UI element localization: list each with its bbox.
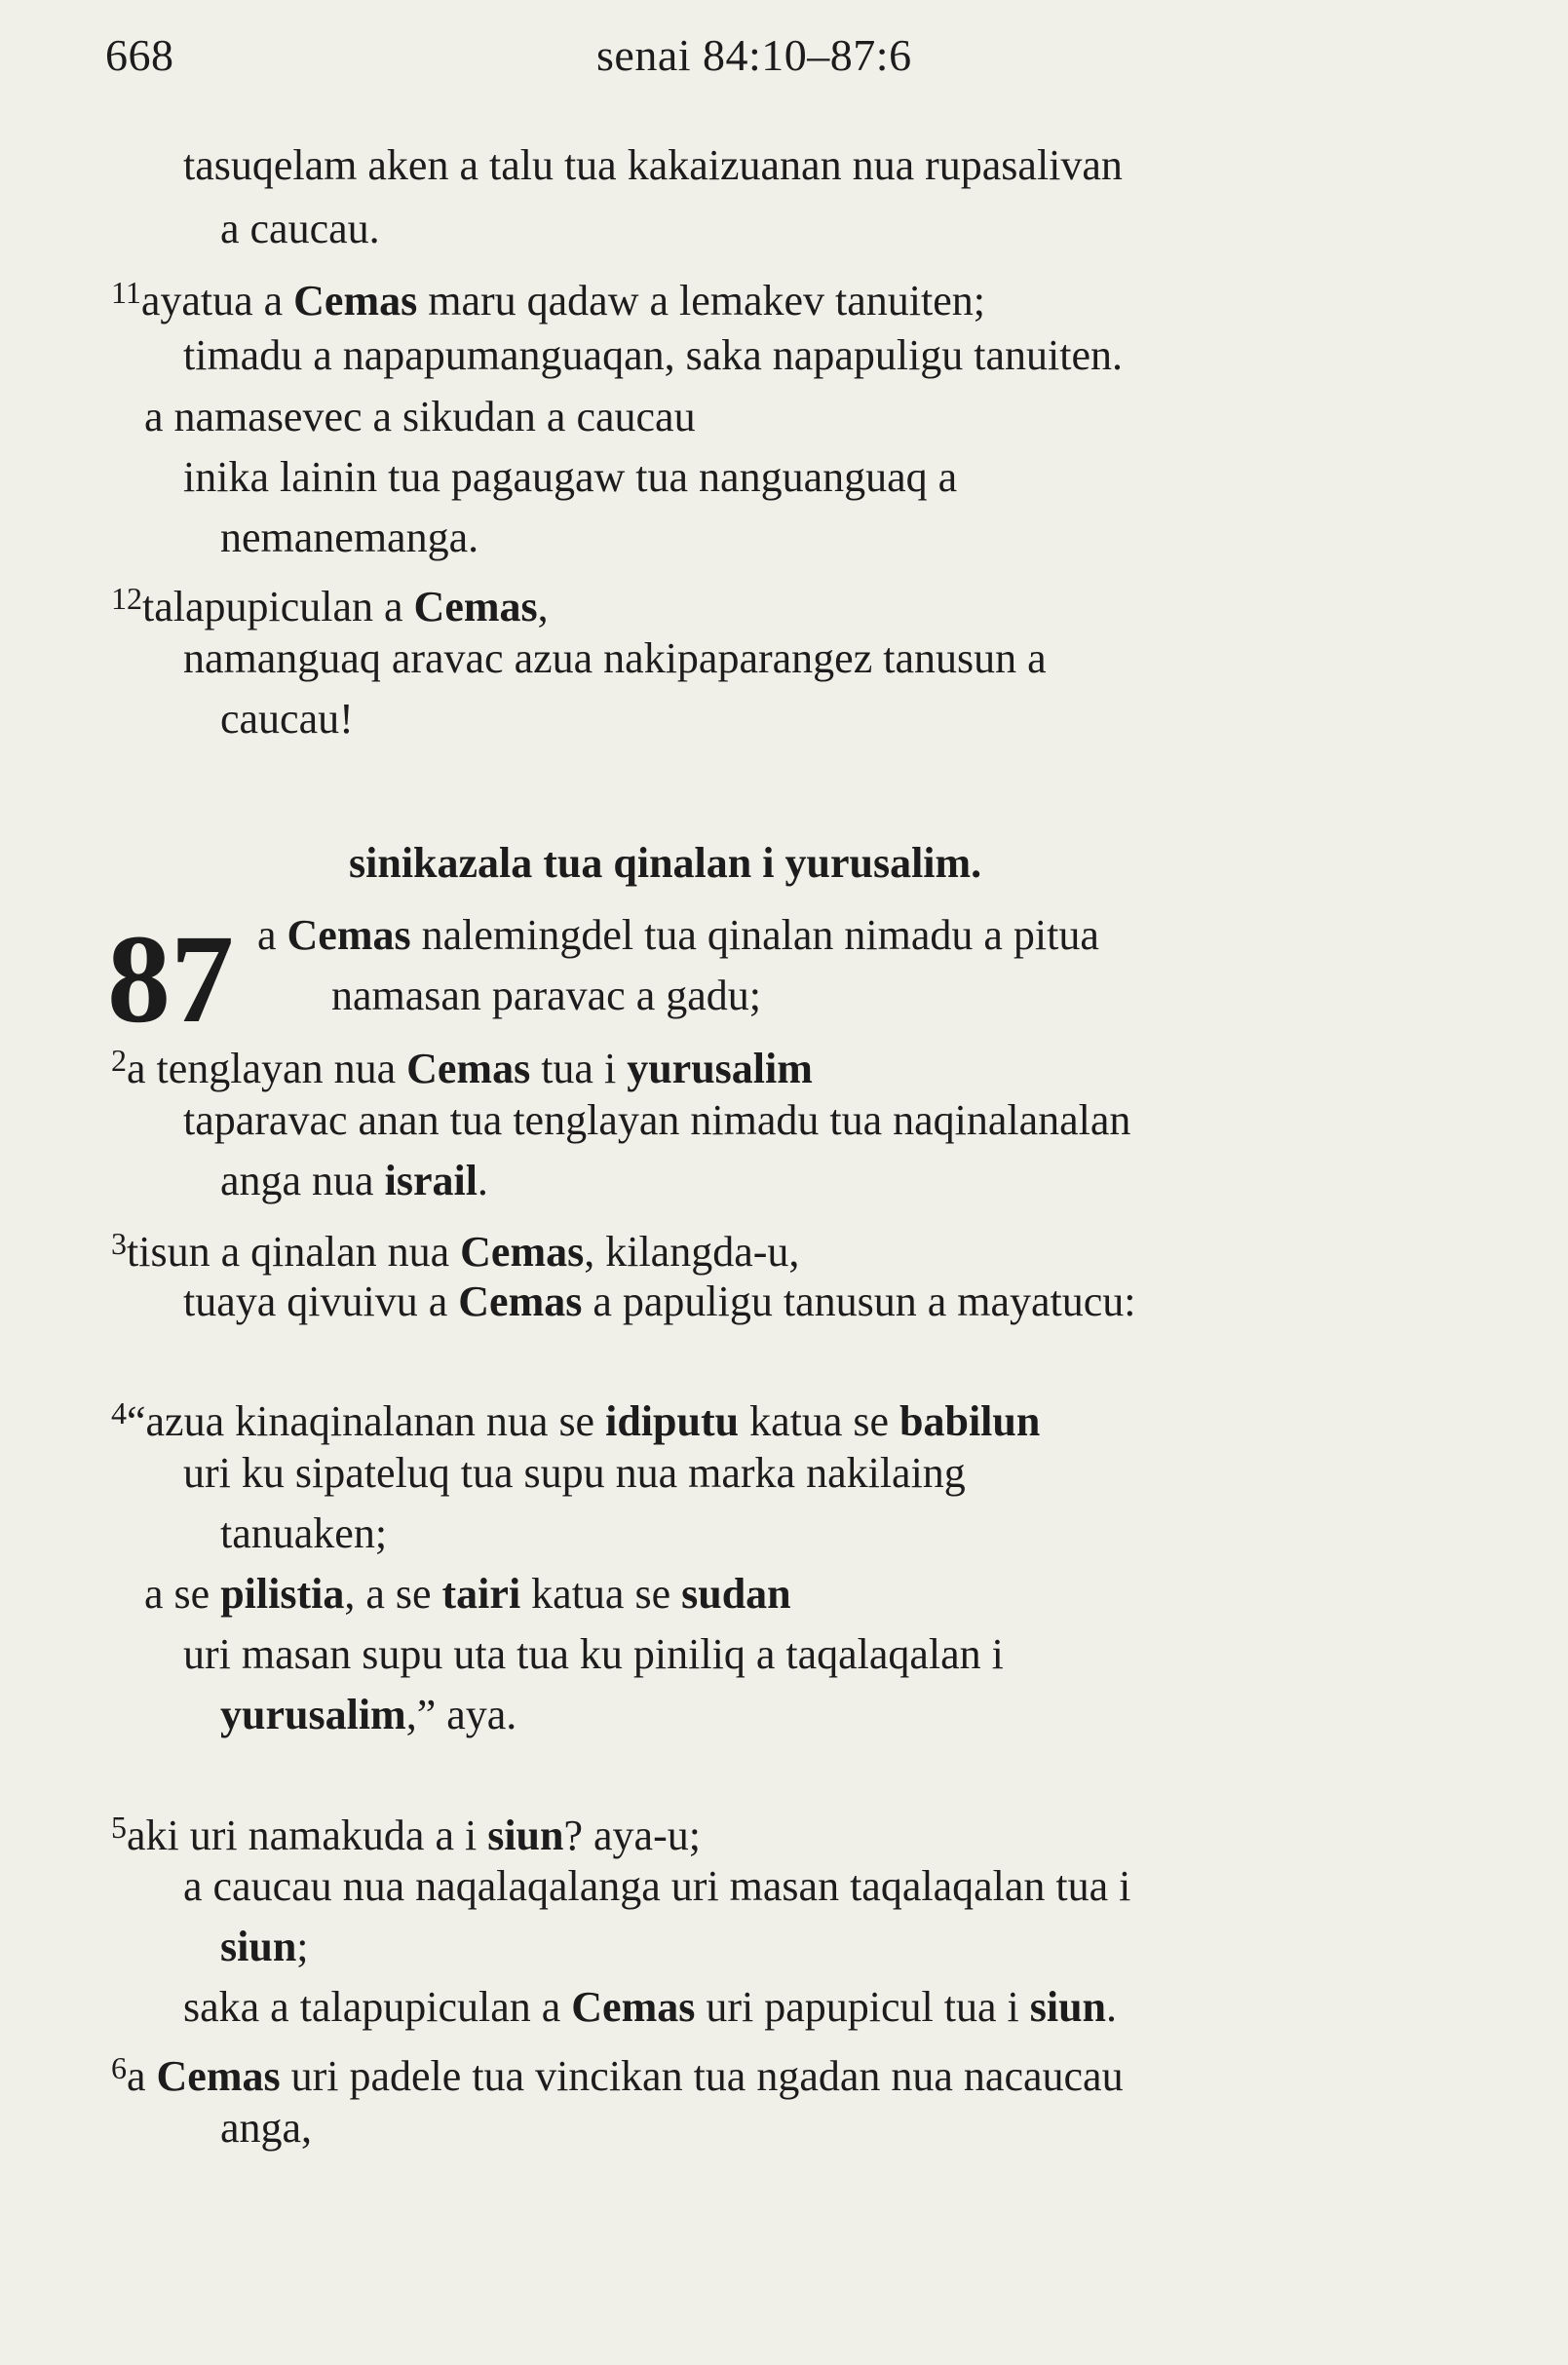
verse-number: 2	[111, 1043, 127, 1078]
bold-term: Cemas	[293, 277, 418, 324]
running-reference: senai 84:10–87:6	[596, 30, 912, 80]
bold-term: Cemas	[156, 2052, 281, 2100]
bold-term: Cemas	[460, 1228, 585, 1276]
bold-term: Cemas	[413, 583, 538, 630]
verse-number: 5	[111, 1810, 127, 1845]
bold-term: israil	[384, 1157, 478, 1204]
text-line: a caucau nua naqalaqalanga uri masan taqalaqalan tua i	[183, 1862, 1131, 1910]
verse-line: $^{11}$ayatua a Cemas maru qadaw a lemakev tanuiten;	[111, 275, 986, 324]
bold-term: Cemas	[287, 911, 411, 959]
verse-number: 6	[111, 2050, 127, 2085]
verse-number: 4	[111, 1395, 127, 1430]
text-line: a namasevec a sikudan a caucau	[144, 393, 696, 440]
bold-term: siun	[487, 1812, 564, 1859]
bold-term: babilun	[899, 1397, 1041, 1445]
bold-term: yurusalim	[220, 1691, 406, 1738]
text-line: nemanemanga.	[220, 514, 479, 561]
bold-term: siun	[220, 1923, 297, 1970]
text-line: timadu a napapumanguaqan, saka napapuligu tanuiten.	[183, 331, 1124, 379]
bold-term: siun	[1029, 1983, 1107, 2031]
text-line: tuaya qivuivu a Cemas a papuligu tanusun a mayatucu:	[183, 1278, 1136, 1325]
bold-term: yurusalim	[627, 1045, 813, 1092]
text-line: siun;	[220, 1923, 309, 1970]
chapter-number: 87	[107, 909, 234, 1049]
text-line: tanuaken;	[220, 1509, 388, 1557]
verse-number: 3	[111, 1226, 127, 1261]
text-line: taparavac anan tua tenglayan nimadu tua naqinalanalan	[183, 1096, 1131, 1144]
text-line: a Cemas nalemingdel tua qinalan nimadu a pitua	[257, 911, 1099, 959]
text-line: anga,	[220, 2104, 313, 2152]
section-title: sinikazala tua qinalan i yurusalim.	[349, 839, 982, 887]
verse-number: 11	[111, 275, 141, 310]
text-line: a caucau.	[220, 205, 380, 252]
text-line: inika lainin tua pagaugaw tua nanguanguaq a	[183, 453, 958, 501]
verse-number: 12	[111, 581, 142, 616]
verse-line: $^2$a tenglayan nua Cemas tua i yurusalim	[111, 1043, 813, 1092]
text-line: yurusalim,” aya.	[220, 1691, 517, 1738]
text-line: namanguaq aravac azua nakipaparangez tanusun a	[183, 634, 1047, 682]
verse-line: $^4$“azua kinaqinalanan nua se idiputu katua se babilun	[111, 1395, 1041, 1445]
bleed-through-text	[78, 88, 89, 150]
page-number: 668	[105, 30, 174, 80]
bold-term: Cemas	[406, 1045, 531, 1092]
verse-line: $^{12}$talapupiculan a Cemas,	[111, 581, 549, 630]
verse-line: $^6$a Cemas uri padele tua vincikan tua ngadan nua nacaucau	[111, 2050, 1124, 2100]
text-line: anga nua israil.	[220, 1157, 488, 1204]
bold-term: tairi	[441, 1570, 521, 1618]
verse-line: $^3$tisun a qinalan nua Cemas, kilangda-u,	[111, 1226, 800, 1276]
text-line: namasan paravac a gadu;	[331, 972, 761, 1019]
bold-term: Cemas	[458, 1278, 583, 1325]
text-line: caucau!	[220, 695, 354, 743]
bold-term: pilistia	[220, 1570, 345, 1618]
text-line: uri masan supu uta tua ku piniliq a taqalaqalan i	[183, 1630, 1004, 1678]
bold-term: idiputu	[605, 1397, 740, 1445]
text-line: uri ku sipateluq tua supu nua marka nakilaing	[183, 1449, 966, 1497]
bold-term: sudan	[681, 1570, 791, 1618]
text-line: a se pilistia, a se tairi katua se sudan	[144, 1570, 791, 1618]
text-line: tasuqelam aken a talu tua kakaizuanan nua rupasalivan	[183, 141, 1123, 189]
bold-term: Cemas	[571, 1983, 696, 2031]
verse-line: $^5$aki uri namakuda a i siun? aya-u;	[111, 1810, 701, 1859]
text-line: saka a talapupiculan a Cemas uri papupicul tua i siun.	[183, 1983, 1118, 2031]
